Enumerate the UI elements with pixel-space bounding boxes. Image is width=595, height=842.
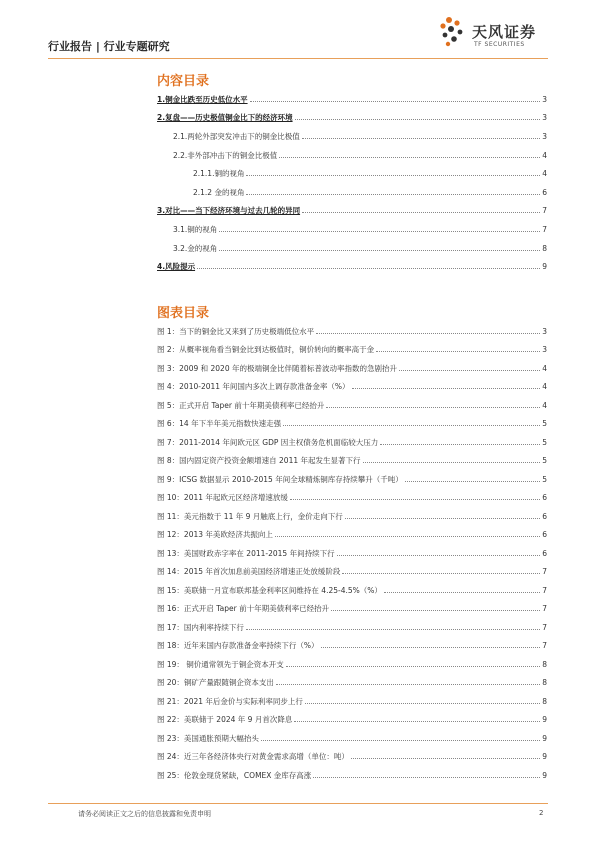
- dot-leader: [342, 572, 540, 574]
- figure-entry-page: 5: [542, 474, 547, 484]
- figure-entry[interactable]: [157, 748, 547, 767]
- figure-entry-page: 6: [542, 530, 547, 540]
- figure-entry-page: 5: [542, 419, 547, 429]
- figure-entry-label: 图 24：近三年各经济体央行对黄金需求高增（单位：吨）: [157, 752, 349, 762]
- logo-subtext: TF SECURITIES: [474, 41, 525, 48]
- figure-entry[interactable]: [157, 655, 547, 674]
- toc-entry-label: 3.对比——当下经济环境与过去几轮的异同: [157, 206, 301, 216]
- toc-entry-page: 3: [542, 131, 547, 141]
- figure-entry[interactable]: [157, 396, 547, 415]
- figure-entry-label: 图 2：从概率视角看当铜金比到达极值时，铜价转向的概率高于金: [157, 345, 375, 355]
- toc-entry[interactable]: [157, 109, 547, 128]
- header-divider: [48, 58, 548, 59]
- figure-entry-page: 7: [542, 585, 547, 595]
- dot-leader: [337, 554, 541, 556]
- dot-leader: [275, 535, 540, 537]
- dot-leader: [290, 498, 540, 500]
- figure-entry[interactable]: [157, 359, 547, 378]
- dot-leader: [246, 174, 540, 176]
- toc-entry[interactable]: [157, 202, 547, 221]
- figure-entry-label: 图 13：美国财政赤字率在 2011-2015 年间持续下行: [157, 548, 335, 558]
- toc-entry[interactable]: [157, 127, 547, 146]
- dot-leader: [331, 609, 540, 611]
- figure-entry-label: 图 17：国内利率持续下行: [157, 622, 244, 632]
- figure-entry-label: 图 14：2015 年首次加息前美国经济增速正处放缓阶段: [157, 567, 341, 577]
- figure-entry-label: 图 25：伦敦金现货紧缺，COMEX 金库存高涨: [157, 770, 312, 780]
- figure-entry-page: 7: [542, 622, 547, 632]
- figure-entry[interactable]: [157, 692, 547, 711]
- toc-entry-page: 6: [542, 187, 547, 197]
- toc-entry-page: 3: [542, 113, 547, 123]
- dot-leader: [294, 720, 540, 722]
- dot-leader: [316, 332, 540, 334]
- figure-entry-label: 图 9：ICSG 数据显示 2010-2015 年间全球精炼铜库存持续攀升（千吨）: [157, 474, 403, 484]
- dot-leader: [219, 249, 540, 251]
- dot-leader: [276, 683, 540, 685]
- dot-leader: [279, 156, 540, 158]
- dot-leader: [352, 387, 541, 389]
- dot-leader: [302, 211, 540, 213]
- toc-entry-label: 4.风险提示: [157, 262, 196, 272]
- toc-entry-label: 1.铜金比跌至历史低位水平: [157, 94, 248, 104]
- dot-leader: [326, 406, 540, 408]
- dot-leader: [321, 646, 541, 648]
- figure-entry-label: 图 8：国内固定资产投资金额增速自 2011 年起发生显著下行: [157, 456, 361, 466]
- toc-title: 内容目录: [157, 74, 210, 89]
- figure-entry-page: 9: [542, 770, 547, 780]
- figure-entry-label: 图 10：2011 年起欧元区经济增速放缓: [157, 493, 288, 503]
- figure-entry-label: 图 4：2010-2011 年间国内多次上调存款准备金率（%）: [157, 382, 350, 392]
- figure-entry-page: 4: [542, 400, 547, 410]
- toc-entry-label: 2.1.2 金的视角: [193, 187, 245, 197]
- figure-entry[interactable]: [157, 600, 547, 619]
- figure-entry-page: 5: [542, 456, 547, 466]
- figure-entry[interactable]: [157, 470, 547, 489]
- figure-entry-label: 图 23：美国通胀预期大幅抬头: [157, 733, 259, 743]
- dot-leader: [363, 461, 541, 463]
- figure-entry[interactable]: [157, 341, 547, 360]
- figure-entry-page: 9: [542, 715, 547, 725]
- toc-entry[interactable]: [157, 183, 547, 202]
- figure-entry-label: 图 7：2011-2014 年间欧元区 GDP 因主权债务危机面临较大压力: [157, 437, 379, 447]
- dot-leader: [286, 665, 540, 667]
- figure-entry[interactable]: [157, 452, 547, 471]
- figure-entry[interactable]: [157, 674, 547, 693]
- figure-entry-page: 6: [542, 548, 547, 558]
- figure-entry-label: 图 19： 铜价通常领先于铜企资本开支: [157, 659, 284, 669]
- figure-entry-page: 7: [542, 567, 547, 577]
- toc-entry-page: 7: [542, 206, 547, 216]
- page-number: 2: [539, 809, 544, 817]
- figure-entry-page: 6: [542, 493, 547, 503]
- report-category: 行业报告 | 行业专题研究: [48, 40, 170, 53]
- dot-leader: [399, 369, 540, 371]
- dot-leader: [283, 424, 540, 426]
- figure-entry-page: 7: [542, 641, 547, 651]
- toc-entry[interactable]: [157, 146, 547, 165]
- figure-entry-label: 图 22：美联储于 2024 年 9 月首次降息: [157, 715, 293, 725]
- figure-entry-label: 图 11：美元指数于 11 年 9 月触底上行，金价走向下行: [157, 511, 343, 521]
- figure-entry-page: 6: [542, 511, 547, 521]
- figure-entry[interactable]: [157, 766, 547, 785]
- figure-entry-label: 图 16：正式开启 Taper 前十年期美债利率已经抬升: [157, 604, 330, 614]
- figure-entry[interactable]: [157, 637, 547, 656]
- toc-entry-label: 2.1.1.铜的视角: [193, 169, 245, 179]
- figure-entry-page: 8: [542, 678, 547, 688]
- dot-leader: [313, 776, 540, 778]
- figure-entry-label: 图 18：近年来国内存款准备金率持续下行（%）: [157, 641, 319, 651]
- toc-entry-page: 9: [542, 262, 547, 272]
- figure-entry-label: 图 5：正式开启 Taper 前十年期美债利率已经抬升: [157, 400, 325, 410]
- figure-entry-label: 图 21：2021 年后金价与实际利率同步上行: [157, 696, 303, 706]
- figure-entry[interactable]: [157, 415, 547, 434]
- toc-entry-page: 8: [542, 243, 547, 253]
- toc-entry-label: 3.2.金的视角: [173, 243, 218, 253]
- figure-list-title: 图表目录: [157, 306, 210, 321]
- footer-divider: [48, 803, 548, 804]
- toc-entry[interactable]: [157, 90, 547, 109]
- figure-entry[interactable]: [157, 526, 547, 545]
- figure-entry-page: 4: [542, 363, 547, 373]
- figure-entry[interactable]: [157, 489, 547, 508]
- dot-leader: [351, 757, 540, 759]
- toc-entry[interactable]: [157, 220, 547, 239]
- footer-disclaimer: 请务必阅读正文之后的信息披露和免责申明: [78, 810, 211, 818]
- figure-entry[interactable]: [157, 544, 547, 563]
- table-of-contents: [157, 90, 547, 276]
- figure-entry-page: 8: [542, 659, 547, 669]
- figure-entry[interactable]: [157, 581, 547, 600]
- toc-entry-label: 2.1.两轮外部突发冲击下的铜金比极值: [173, 131, 300, 141]
- dot-leader: [250, 100, 541, 102]
- dot-leader: [302, 137, 540, 139]
- figure-entry-page: 9: [542, 733, 547, 743]
- dot-leader: [380, 443, 540, 445]
- figure-entry[interactable]: [157, 322, 547, 341]
- figure-entry[interactable]: [157, 729, 547, 748]
- toc-entry-page: 4: [542, 169, 547, 179]
- figure-entry[interactable]: [157, 507, 547, 526]
- dot-leader: [219, 230, 540, 232]
- figure-entry-page: 4: [542, 382, 547, 392]
- dot-leader: [376, 350, 540, 352]
- figure-entry-label: 图 12：2013 年美欧经济共振向上: [157, 530, 273, 540]
- figure-entry[interactable]: [157, 378, 547, 397]
- dot-leader: [305, 702, 540, 704]
- figure-entry[interactable]: [157, 711, 547, 730]
- figure-entry[interactable]: [157, 563, 547, 582]
- dot-leader: [261, 739, 540, 741]
- figure-entry-label: 图 1：当下的铜金比又来到了历史极端低位水平: [157, 326, 315, 336]
- toc-entry-page: 7: [542, 224, 547, 234]
- toc-entry-label: 2.复盘——历史极值铜金比下的经济环境: [157, 113, 293, 123]
- dot-leader: [345, 517, 540, 519]
- dot-leader: [246, 628, 540, 630]
- toc-entry-label: 2.2.非外部冲击下的铜金比极值: [173, 150, 278, 160]
- dot-leader: [246, 193, 540, 195]
- figure-entry-page: 3: [542, 345, 547, 355]
- figure-entry-page: 5: [542, 437, 547, 447]
- toc-entry[interactable]: [157, 239, 547, 258]
- figure-entry-page: 7: [542, 604, 547, 614]
- dot-leader: [295, 118, 541, 120]
- toc-entry-label: 3.1.铜的视角: [173, 224, 218, 234]
- figure-entry-page: 9: [542, 752, 547, 762]
- dot-leader: [197, 267, 540, 269]
- figure-entry-page: 3: [542, 326, 547, 336]
- figure-entry-label: 图 15：美联储一月宣布联邦基金利率区间维持在 4.25-4.5%（%）: [157, 585, 382, 595]
- toc-entry-page: 4: [542, 150, 547, 160]
- toc-entry[interactable]: [157, 164, 547, 183]
- figure-entry[interactable]: [157, 433, 547, 452]
- dot-leader: [384, 591, 540, 593]
- figure-entry-label: 图 6：14 年下半年美元指数快速走强: [157, 419, 282, 429]
- figure-entry[interactable]: [157, 618, 547, 637]
- figure-entry-page: 8: [542, 696, 547, 706]
- figure-list: [157, 322, 547, 785]
- toc-entry-page: 3: [542, 94, 547, 104]
- logo-text: 天风证券: [472, 23, 537, 41]
- figure-entry-label: 图 20：铜矿产量跟随铜企资本支出: [157, 678, 274, 688]
- dot-leader: [405, 480, 541, 482]
- toc-entry[interactable]: [157, 257, 547, 276]
- figure-entry-label: 图 3：2009 和 2020 年的极端铜金比伴随着标普波动率指数的急剧抬升: [157, 363, 397, 373]
